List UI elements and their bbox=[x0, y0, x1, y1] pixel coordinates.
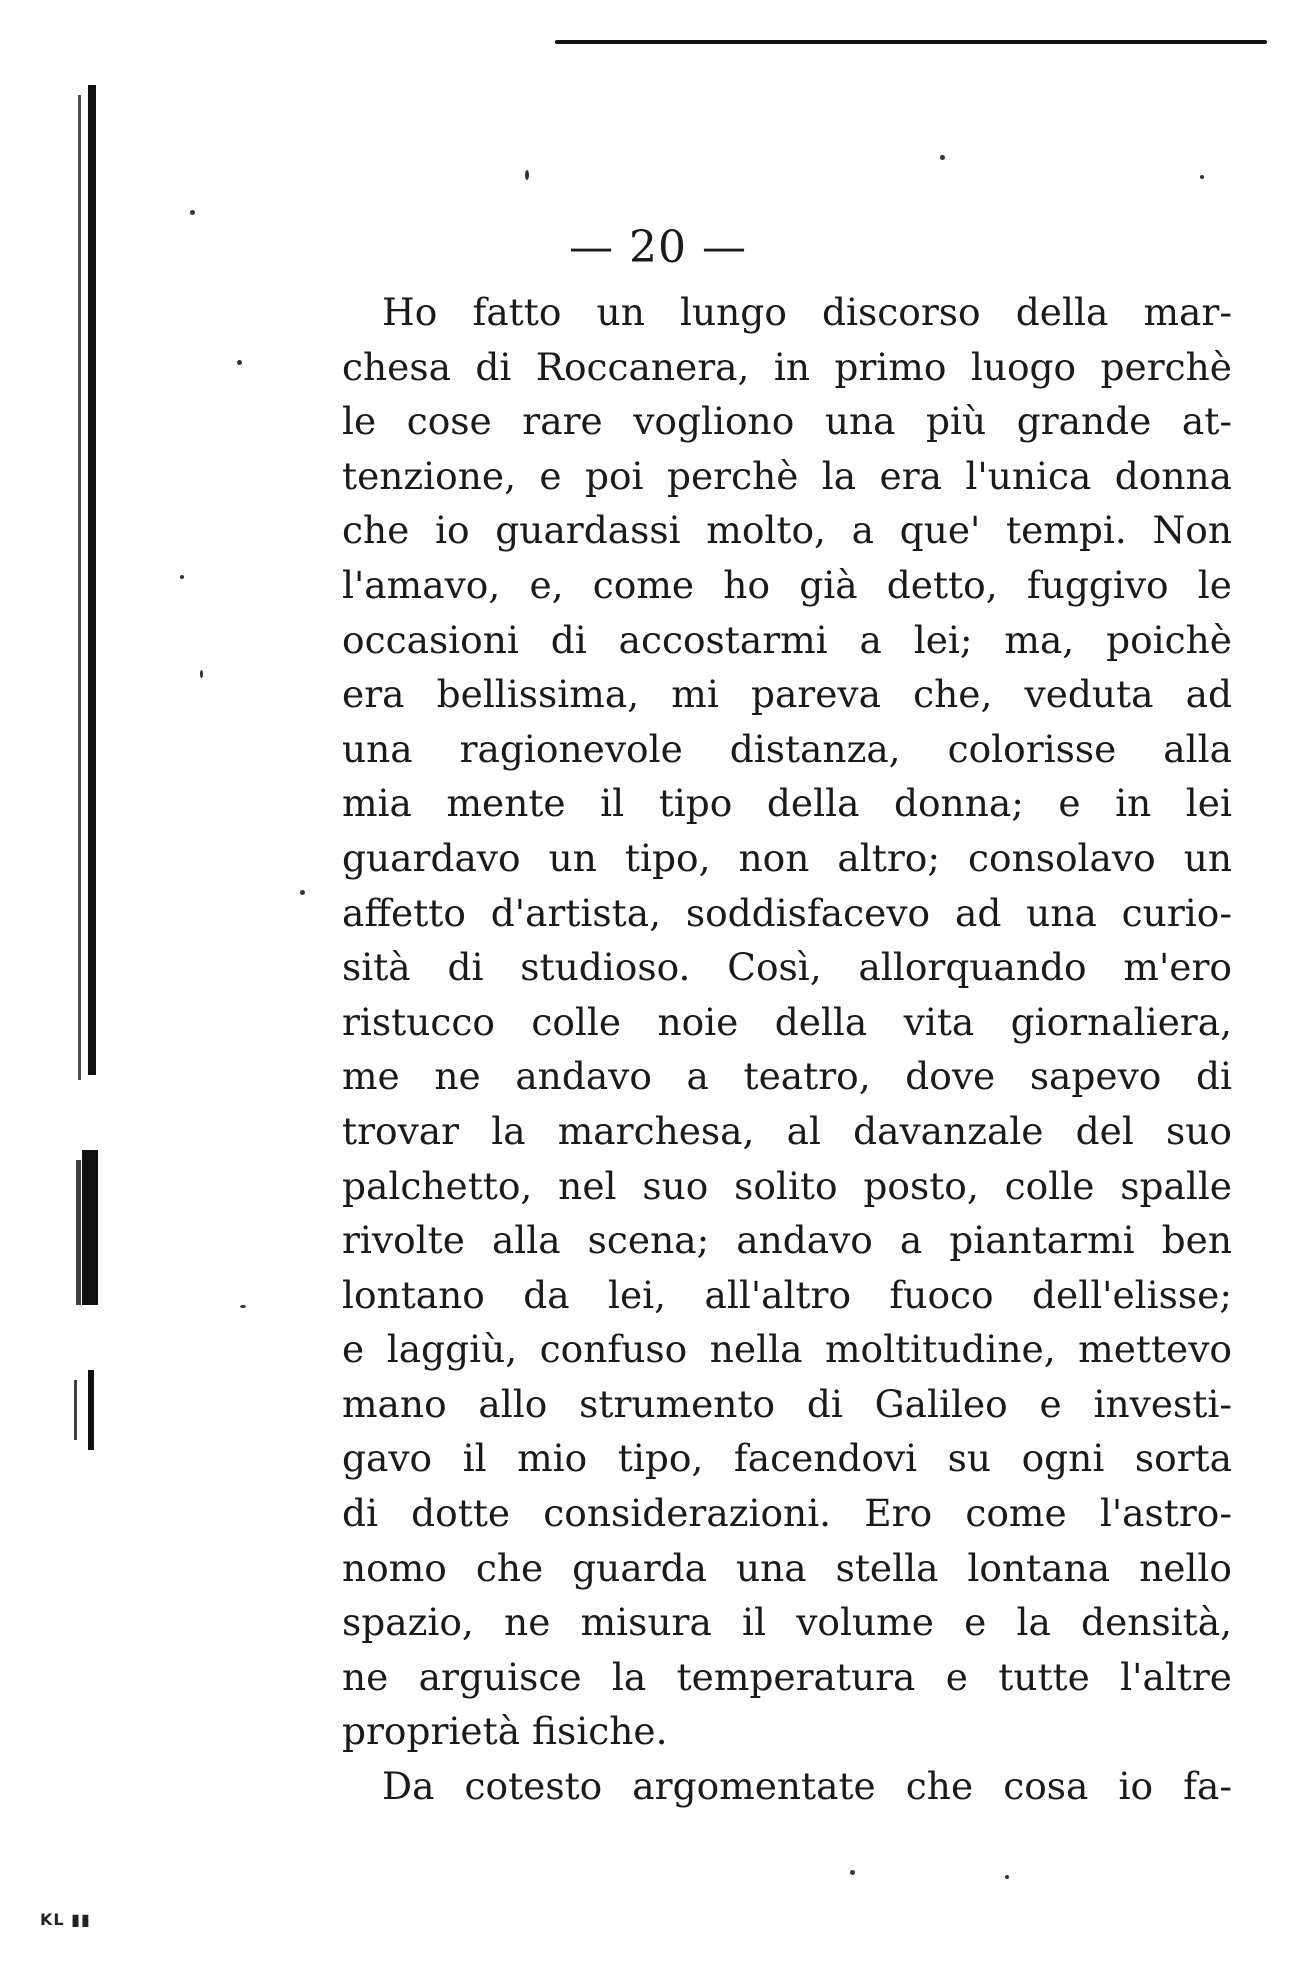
text-line: gavo il mio tipo, facendovi su ogni sorta bbox=[342, 1436, 1232, 1481]
text-line: nomo che guarda una stella lontana nello bbox=[342, 1545, 1232, 1590]
text-line: l'amavo, e, come ho già detto, fuggivo le bbox=[342, 562, 1232, 607]
text-line: sità di studioso. Così, allorquando m'ero bbox=[342, 945, 1232, 990]
text-line: mia mente il tipo della donna; e in lei bbox=[342, 781, 1232, 826]
text-line: tenzione, e poi perchè la era l'unica donna bbox=[342, 453, 1232, 498]
text-line: lontano da lei, all'altro fuoco dell'elisse; bbox=[342, 1272, 1232, 1317]
text-line: era bellissima, mi pareva che, veduta ad bbox=[342, 672, 1232, 717]
text-line: trovar la marchesa, al davanzale del suo bbox=[342, 1108, 1232, 1153]
text-line: ristucco colle noie della vita giornaliera, bbox=[342, 999, 1232, 1044]
text-line: le cose rare vogliono una più grande at- bbox=[342, 399, 1232, 444]
text-line: palchetto, nel suo solito posto, colle spalle bbox=[342, 1163, 1232, 1208]
scan-speck bbox=[300, 890, 305, 895]
text-line: me ne andavo a teatro, dove sapevo di bbox=[342, 1054, 1232, 1099]
scan-speck bbox=[237, 360, 242, 365]
binding-shadow bbox=[74, 1380, 77, 1440]
text-line: affetto d'artista, soddisfacevo ad una curio- bbox=[342, 890, 1232, 935]
paragraph bbox=[342, 1759, 1232, 1814]
text-line: di dotte considerazioni. Ero come l'astro- bbox=[342, 1491, 1232, 1536]
page-number: — 20 — bbox=[569, 222, 747, 273]
text-line: ne arguisce la temperatura e tutte l'altre bbox=[342, 1654, 1232, 1699]
scan-speck bbox=[1005, 1875, 1009, 1879]
text-line: rivolte alla scena; andavo a piantarmi ben bbox=[342, 1218, 1232, 1263]
scan-footer-mark: KL ▮▮ bbox=[40, 1910, 91, 1929]
text-line: Da cotesto argomentate che cosa io fa- bbox=[382, 1764, 1232, 1809]
text-line: Ho fatto un lungo discorso della mar- bbox=[382, 290, 1232, 334]
text-line: guardavo un tipo, non altro; consolavo un bbox=[342, 835, 1232, 880]
text-line: mano allo strumento di Galileo e investi- bbox=[342, 1381, 1232, 1426]
scan-speck bbox=[180, 575, 184, 579]
top-rule bbox=[555, 40, 1267, 44]
scan-speck bbox=[940, 155, 945, 160]
scan-speck bbox=[1200, 175, 1204, 179]
text-line: chesa di Roccanera, in primo luogo perchè bbox=[342, 344, 1232, 389]
text-line: proprietà fisiche. bbox=[342, 1709, 668, 1754]
body-text bbox=[342, 285, 1232, 1814]
paragraph bbox=[342, 285, 1232, 1759]
binding-shadow bbox=[82, 1150, 98, 1305]
text-line: occasioni di accostarmi a lei; ma, poichè bbox=[342, 617, 1232, 662]
scan-speck bbox=[200, 670, 203, 678]
text-line: una ragionevole distanza, colorisse alla bbox=[342, 726, 1232, 771]
binding-shadow bbox=[76, 1160, 81, 1305]
text-line: che io guardassi molto, a que' tempi. Non bbox=[342, 508, 1232, 553]
text-line: e laggiù, confuso nella moltitudine, mettevo bbox=[342, 1327, 1232, 1372]
scan-speck bbox=[850, 1870, 855, 1875]
binding-shadow bbox=[88, 1370, 94, 1450]
scan-speck bbox=[525, 170, 529, 180]
scan-speck bbox=[240, 1305, 246, 1308]
scan-speck bbox=[190, 210, 195, 215]
text-line: spazio, ne misura il volume e la densità, bbox=[342, 1600, 1232, 1645]
